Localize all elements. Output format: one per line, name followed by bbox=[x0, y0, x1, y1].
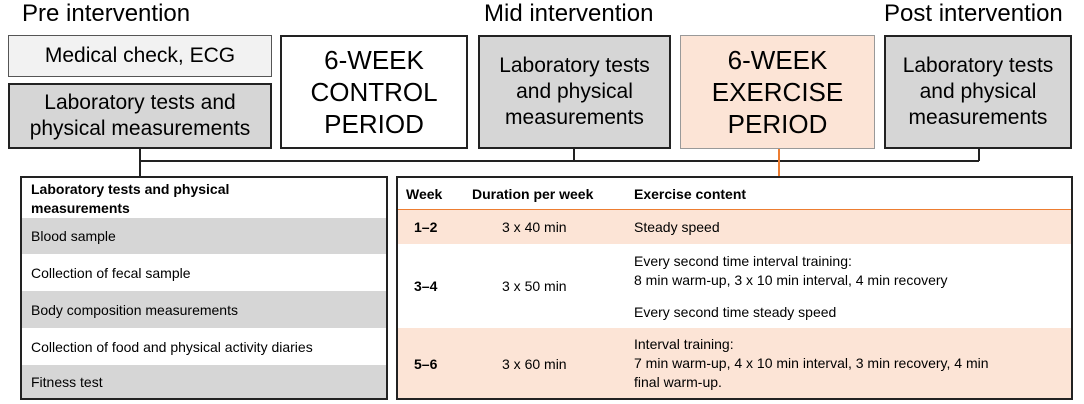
connector-mid bbox=[573, 149, 575, 161]
post-lab-line-2: and physical bbox=[919, 80, 1037, 103]
exercise-line-2: EXERCISE bbox=[711, 77, 844, 107]
lab-table-header bbox=[31, 180, 229, 218]
post-intervention-title: Post intervention bbox=[884, 0, 1063, 27]
exercise-row-band bbox=[398, 210, 1071, 244]
week-cell: 1–2 bbox=[414, 219, 438, 235]
lab-row-label: Collection of fecal sample bbox=[31, 264, 191, 281]
week-cell: 3–4 bbox=[414, 278, 438, 294]
content-cell: Every second time steady speed bbox=[634, 304, 837, 320]
content-cell: 7 min warm-up, 4 x 10 min interval, 3 min recovery, 4 min bbox=[634, 355, 989, 371]
lab-row bbox=[22, 254, 386, 291]
mid-lab-line-3: measurements bbox=[505, 106, 644, 129]
duration-cell: 3 x 50 min bbox=[502, 278, 567, 294]
lab-row-label: Body composition measurements bbox=[31, 301, 238, 318]
mid-lab-line-2: and physical bbox=[516, 80, 633, 103]
lab-row-label: Collection of food and physical activity diaries bbox=[31, 338, 313, 355]
control-line-1: 6-WEEK bbox=[324, 45, 424, 75]
medical-check-box bbox=[8, 35, 272, 77]
connector-horizontal bbox=[139, 160, 979, 162]
exercise-line-1: 6-WEEK bbox=[727, 45, 828, 75]
lab-row bbox=[22, 365, 386, 398]
post-lab-line-3: measurements bbox=[908, 106, 1048, 129]
connector-pre bbox=[139, 149, 141, 176]
lab-row bbox=[22, 291, 386, 328]
content-cell: Steady speed bbox=[634, 219, 720, 235]
mid-lab-line-1: Laboratory tests bbox=[499, 54, 650, 77]
control-line-3: PERIOD bbox=[324, 109, 424, 139]
control-period-box bbox=[280, 35, 468, 149]
exercise-period-box bbox=[680, 35, 875, 149]
content-cell: Every second time interval training: bbox=[634, 253, 852, 269]
week-cell: 5–6 bbox=[414, 356, 438, 372]
lab-row-label: Blood sample bbox=[31, 228, 116, 244]
content-cell: 8 min warm-up, 3 x 10 min interval, 4 min recovery bbox=[634, 272, 948, 288]
content-cell: Interval training: bbox=[634, 336, 734, 352]
lab-tests-table bbox=[20, 176, 388, 400]
post-lab-line-1: Laboratory tests bbox=[902, 54, 1054, 77]
content-cell: final warm-up. bbox=[634, 374, 722, 390]
content-header: Exercise content bbox=[634, 186, 747, 202]
pre-intervention-title: Pre intervention bbox=[22, 0, 191, 27]
connector-exercise bbox=[778, 149, 780, 177]
pre-lab-line-2: physical measurements bbox=[29, 117, 251, 140]
control-line-2: CONTROL bbox=[310, 77, 438, 107]
connector-post bbox=[978, 149, 980, 161]
pre-lab-box bbox=[8, 83, 272, 149]
exercise-table bbox=[396, 176, 1073, 400]
duration-cell: 3 x 60 min bbox=[502, 356, 567, 372]
exercise-line-3: PERIOD bbox=[727, 109, 828, 139]
lab-header-line-2: measurements bbox=[31, 200, 130, 216]
post-lab-box bbox=[884, 35, 1072, 149]
lab-row bbox=[22, 218, 386, 254]
lab-header-line-1: Laboratory tests and physical bbox=[31, 181, 230, 197]
mid-lab-box bbox=[478, 35, 671, 149]
duration-header: Duration per week bbox=[472, 186, 594, 202]
week-header: Week bbox=[406, 186, 443, 202]
lab-row bbox=[22, 328, 386, 365]
lab-row-label: Fitness test bbox=[31, 373, 103, 390]
medical-check-label: Medical check, ECG bbox=[44, 44, 236, 67]
mid-intervention-title: Mid intervention bbox=[484, 0, 654, 27]
pre-lab-line-1: Laboratory tests and bbox=[44, 91, 236, 114]
duration-cell: 3 x 40 min bbox=[502, 219, 567, 235]
